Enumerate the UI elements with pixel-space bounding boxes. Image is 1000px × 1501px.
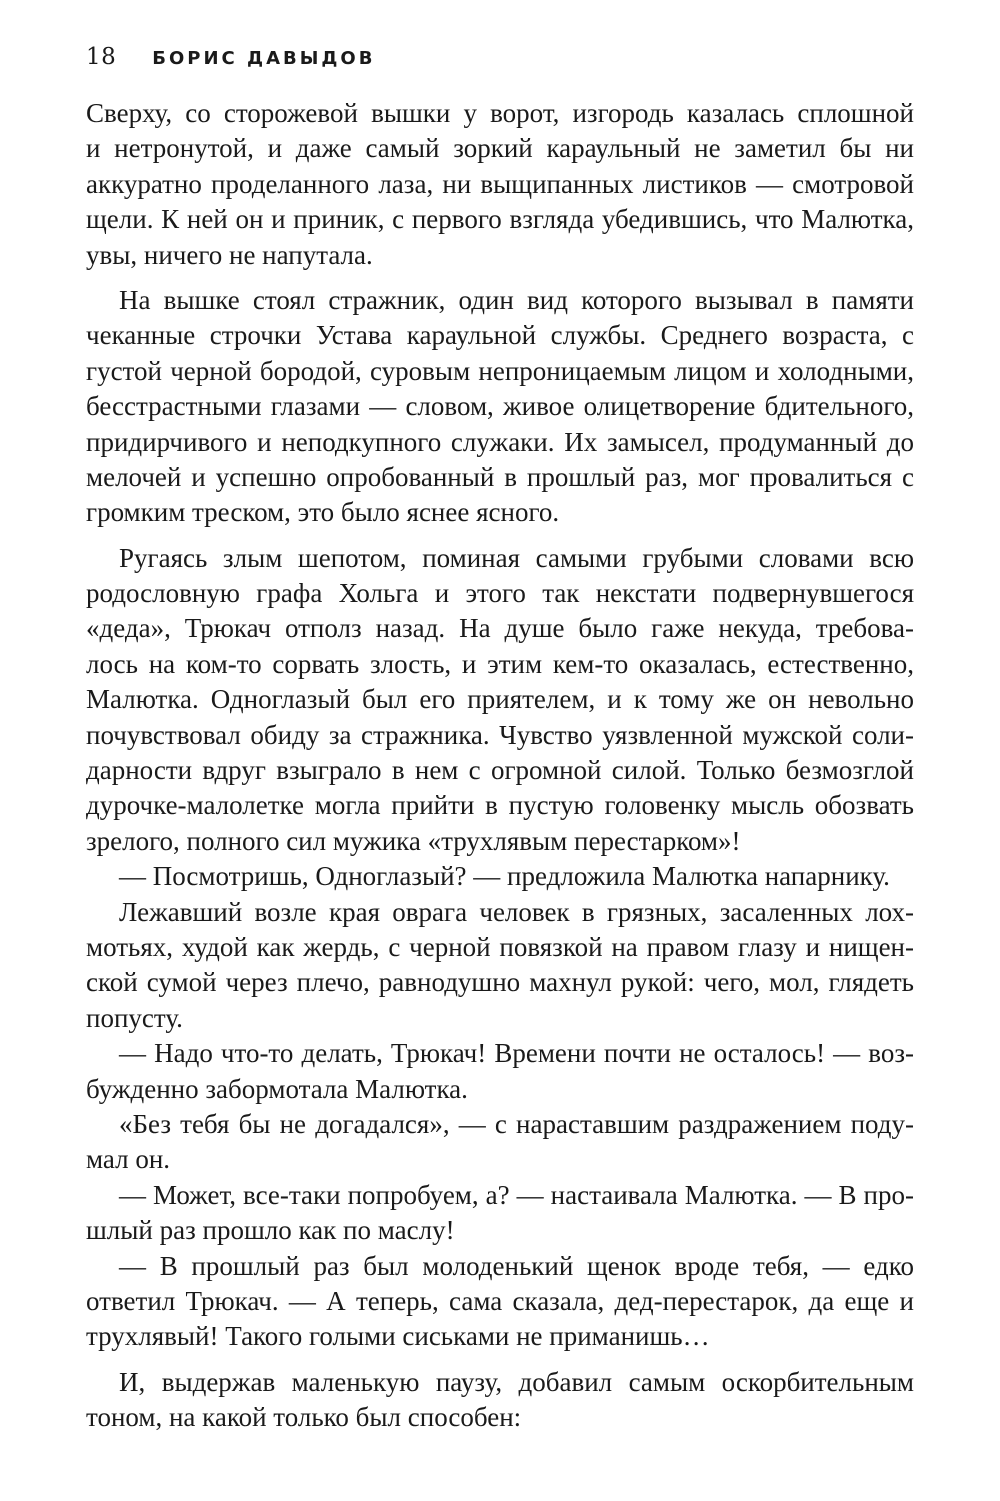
text-line: Ругаясь злым шепотом, поминая самыми грубыми словами всю — [119, 542, 914, 573]
text-line: мотьях, худой как жердь, с черной повязкой на правом глазу и нищен- — [86, 931, 914, 962]
paragraph — [86, 1365, 914, 1436]
paragraph — [86, 859, 914, 894]
paragraph — [86, 1036, 914, 1107]
page-number: 18 — [86, 44, 117, 70]
text-line: аккуратно проделанного лаза, ни выщипанных листиков — смотровой — [86, 168, 914, 199]
text-line: — Посмотришь, Одноглазый? — предложила Малютка напарнику. — [119, 861, 890, 892]
text-line: мелочей и успешно опробованный в прошлый раз, мог провалиться с — [86, 461, 914, 492]
text-line: родословную графа Хольга и этого так некстати подвернувшегося — [86, 578, 914, 609]
paragraph — [86, 1249, 914, 1355]
text-line: тоном, на какой только был способен: — [86, 1402, 522, 1433]
text-line: мал он. — [86, 1144, 171, 1175]
paragraph — [86, 283, 914, 531]
text-line: Сверху, со сторожевой вышки у ворот, изгородь казалась сплошной — [86, 98, 914, 128]
text-line: придирчивого и неподкупного служаки. Их замысел, продуманный до — [86, 426, 914, 457]
text-line: И, выдержав маленькую паузу, добавил самым оскорбительным — [119, 1366, 914, 1397]
paragraph — [86, 1178, 914, 1249]
text-line: громким треском, это было яснее ясного. — [86, 497, 560, 528]
text-line: чеканные строчки Устава караульной службы. Среднего возраста, с — [86, 320, 914, 351]
text-line: дарности вдруг взыграло в нем с огромной силой. Только безмозглой — [86, 755, 914, 786]
text-line: и нетронутой, и даже самый зоркий караульный не заметил бы ни — [86, 133, 914, 164]
text-line: трухлявый! Такого голыми сиськами не приманишь… — [86, 1321, 710, 1352]
text-line: «деда», Трюкач отполз назад. На душе было гаже некуда, требова- — [86, 613, 914, 644]
text-line: — Может, все-таки попробуем, а? — настаивала Малютка. — В про- — [119, 1179, 914, 1210]
text-line: Лежавший возле края оврага человек в грязных, засаленных лох- — [119, 896, 914, 927]
paragraph — [86, 541, 914, 860]
paragraph — [86, 895, 914, 1037]
text-line: «Без тебя бы не догадался», — с нараставшим раздражением поду- — [119, 1108, 914, 1139]
text-line: попусту. — [86, 1002, 183, 1033]
running-head — [86, 44, 375, 76]
body-text — [86, 96, 914, 1435]
text-line: почувствовал обиду за стражника. Чувство уязвленной мужской соли- — [86, 719, 914, 750]
text-line: ответил Трюкач. — А теперь, сама сказала, дед-перестарок, да еще и — [86, 1285, 914, 1316]
text-line: бужденно забормотала Малютка. — [86, 1073, 468, 1104]
text-line: На вышке стоял стражник, один вид которого вызывал в памяти — [119, 284, 914, 315]
paragraph — [86, 96, 914, 273]
text-line: — В прошлый раз был молоденький щенок вроде тебя, — едко — [119, 1250, 914, 1281]
text-line: — Надо что-то делать, Трюкач! Времени почти не осталось! — воз- — [119, 1038, 914, 1069]
text-line: зрелого, полного сил мужика «трухлявым перестарком»! — [86, 825, 741, 856]
text-line: густой черной бородой, суровым непроницаемым лицом и холодными, — [86, 355, 914, 386]
text-line: шлый раз прошло как по маслу! — [86, 1215, 455, 1246]
paragraph — [86, 1107, 914, 1178]
text-line: дурочке-малолетке могла прийти в пустую головенку мысль обозвать — [86, 790, 914, 821]
text-line: лось на ком-то сорвать злость, и этим кем-то оказалась, естественно, — [86, 648, 914, 679]
text-line: Малютка. Одноглазый был его приятелем, и к тому же он невольно — [86, 684, 914, 715]
text-line: ской сумой через плечо, равнодушно махнул рукой: чего, мол, глядеть — [86, 967, 914, 998]
text-line: бесстрастными глазами — словом, живое олицетворение бдительного, — [86, 391, 914, 422]
text-line: увы, ничего не напутала. — [86, 239, 373, 270]
text-line: щели. К ней он и приник, с первого взгляда убедившись, что Малютка, — [86, 204, 914, 235]
author-name: БОРИС ДАВЫДОВ — [152, 48, 376, 69]
